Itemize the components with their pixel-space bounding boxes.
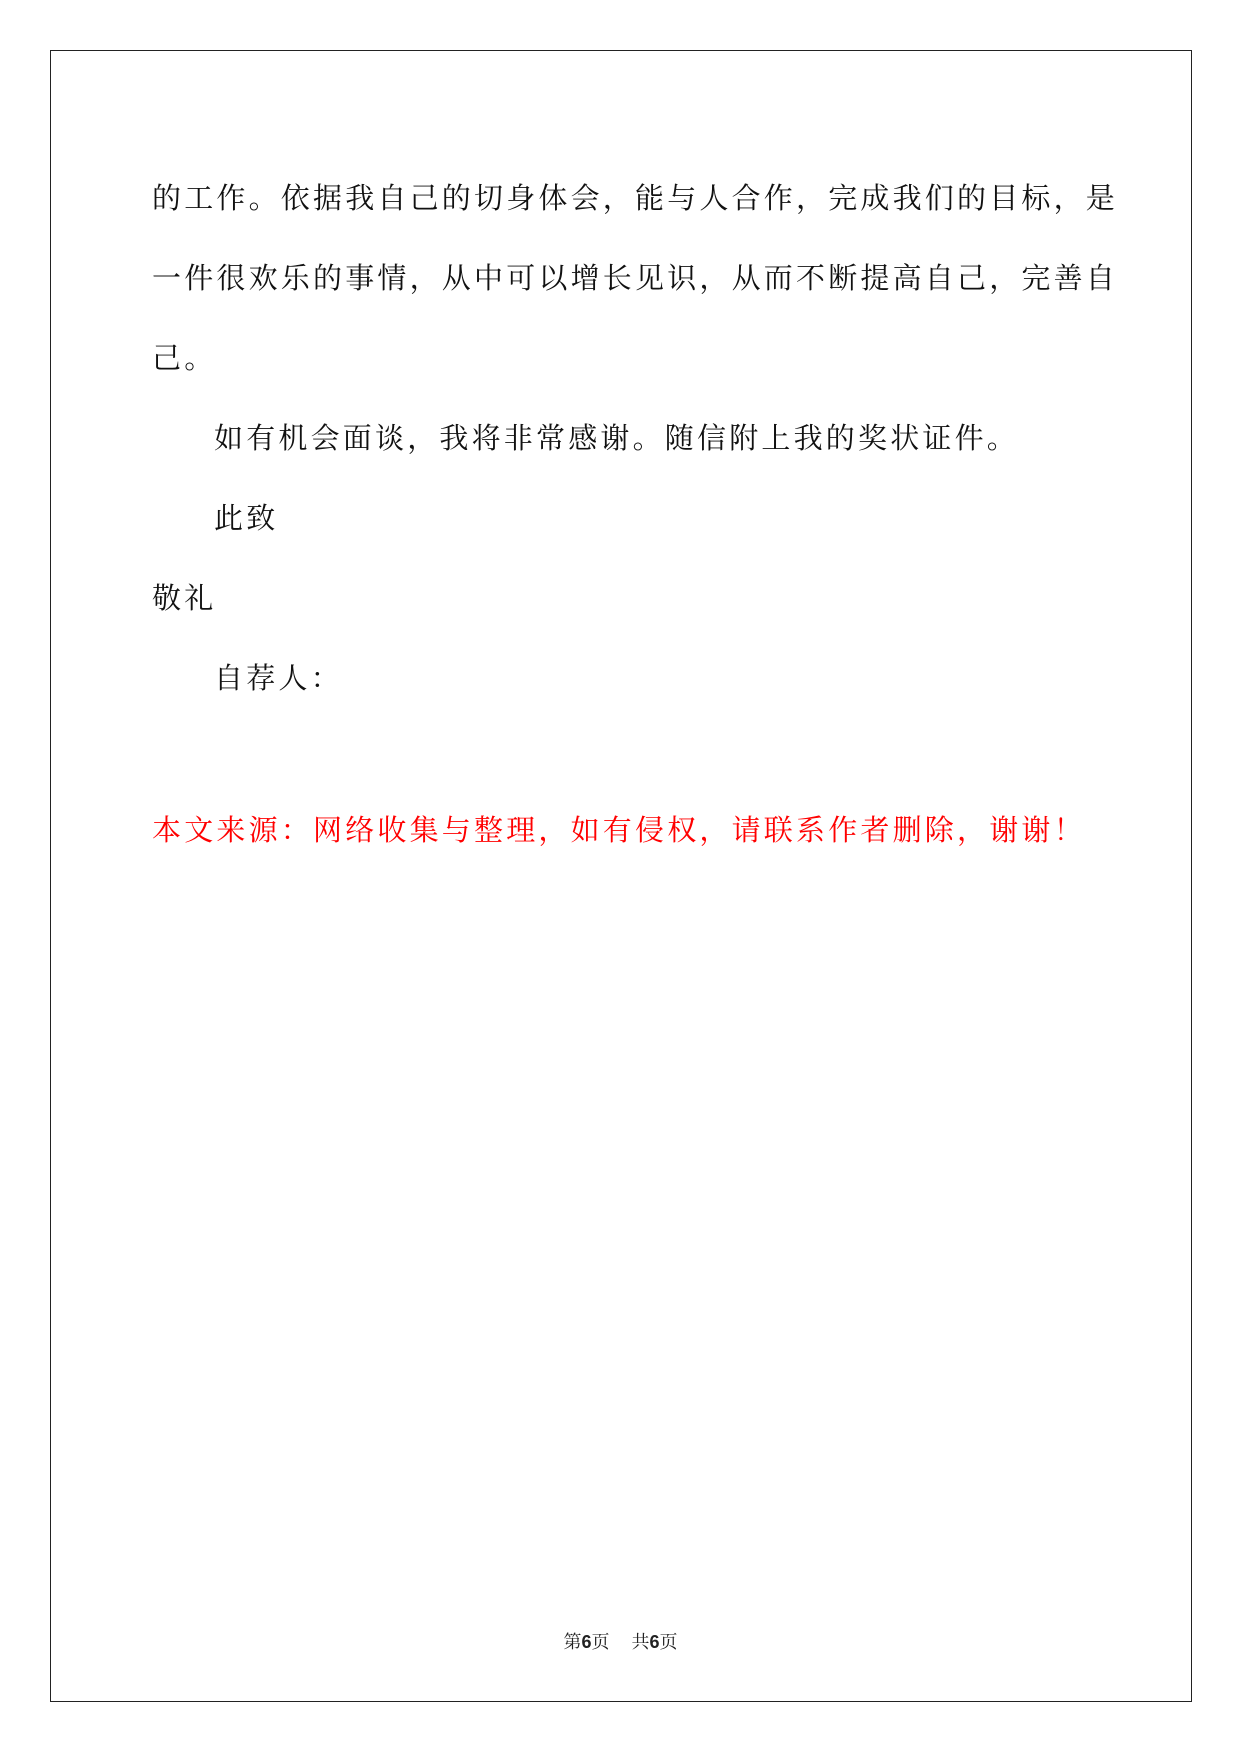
source-notice: 本文来源：网络收集与整理，如有侵权，请联系作者删除，谢谢！ bbox=[152, 813, 1086, 847]
footer-total-suffix: 页 bbox=[659, 1632, 678, 1653]
footer-page-prefix: 第 bbox=[563, 1632, 582, 1653]
page-border bbox=[50, 50, 1192, 1702]
footer-total-pages: 6 bbox=[649, 1632, 660, 1652]
salutation-cizhi: 此致 bbox=[214, 501, 279, 535]
salutation-jingli: 敬礼 bbox=[152, 581, 217, 615]
footer-page-number: 6 bbox=[581, 1632, 592, 1652]
footer-total-prefix: 共 bbox=[631, 1632, 650, 1653]
paragraph-line-1: 的工作。依据我自己的切身体会，能与人合作，完成我们的目标，是 bbox=[152, 181, 1119, 215]
closing-paragraph: 如有机会面谈，我将非常感谢。随信附上我的奖状证件。 bbox=[214, 421, 1020, 455]
paragraph-line-3: 己。 bbox=[152, 341, 217, 375]
signature-label: 自荐人： bbox=[214, 661, 343, 695]
paragraph-line-2: 一件很欢乐的事情，从中可以增长见识，从而不断提高自己，完善自 bbox=[152, 261, 1119, 295]
page-footer bbox=[0, 1628, 1241, 1654]
footer-page-suffix: 页 bbox=[591, 1632, 610, 1653]
